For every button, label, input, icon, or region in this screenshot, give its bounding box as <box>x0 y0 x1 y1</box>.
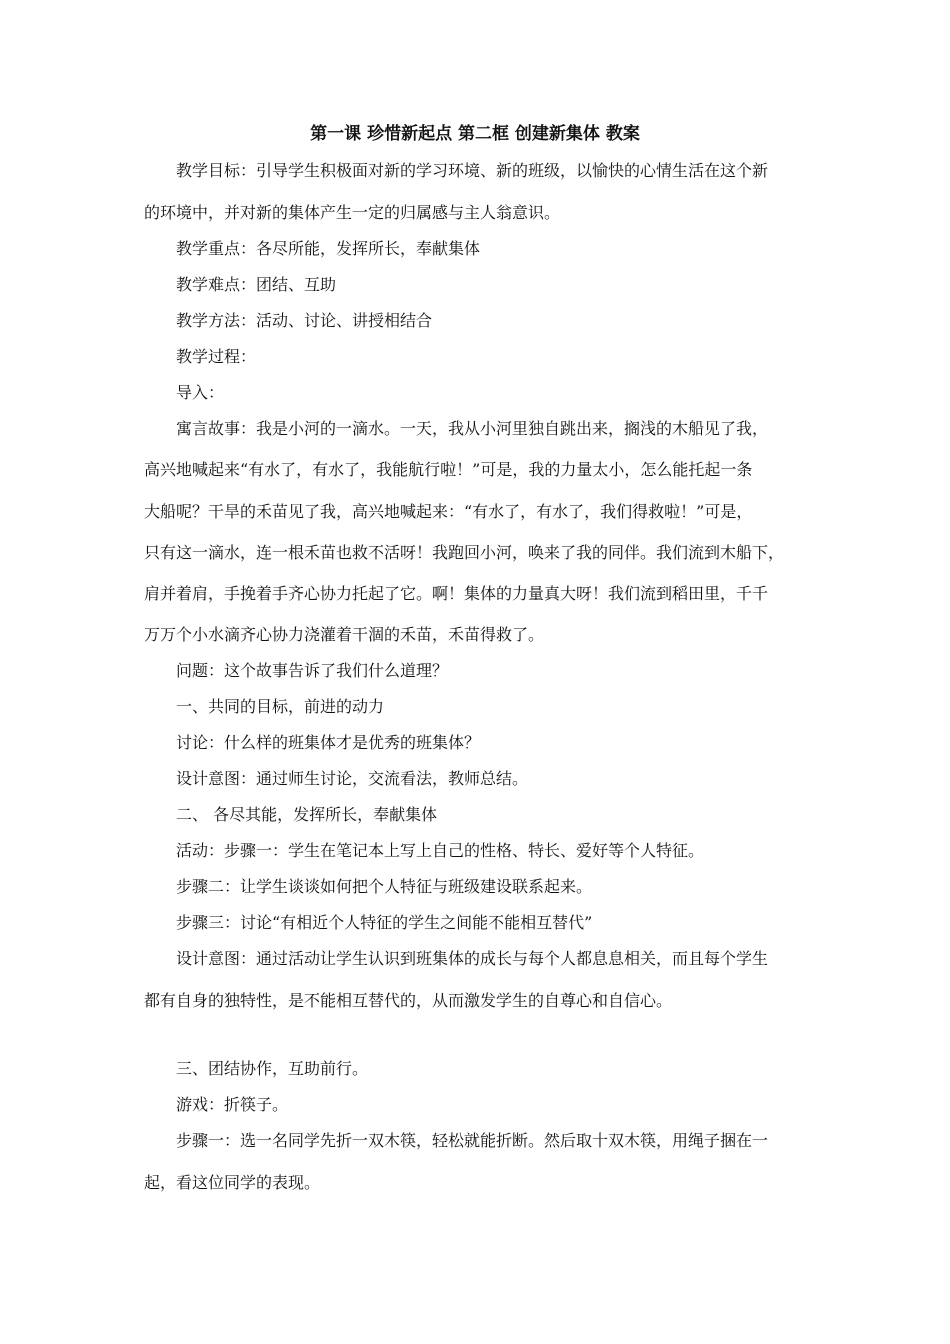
paragraph-line: 高兴地喊起来“有水了，有水了，我能航行啦！”可是，我的力量太小，怎么能托起一条 <box>144 460 753 479</box>
paragraph-line: 万万个小水滴齐心协力浇灌着干涸的禾苗，禾苗得救了。 <box>144 625 545 644</box>
paragraph-line: 导入： <box>176 383 225 402</box>
section-heading: 一、共同的目标，前进的动力 <box>176 697 385 716</box>
paragraph-line: 设计意图：通过师生讨论，交流看法，教师总结。 <box>176 769 529 788</box>
paragraph-line: 步骤三：讨论“有相近个人特征的学生之间能不能相互替代” <box>176 913 593 932</box>
section-heading: 二、 各尽其能，发挥所长，奉献集体 <box>176 805 438 824</box>
paragraph-line: 寓言故事：我是小河的一滴水。一天，我从小河里独自跳出来，搁浅的木船见了我， <box>176 419 769 438</box>
paragraph-line: 步骤二：让学生谈谈如何把个人特征与班级建设联系起来。 <box>176 877 593 896</box>
paragraph-line: 大船呢？干旱的禾苗见了我，高兴地喊起来：“有水了，有水了，我们得救啦！”可是， <box>144 502 753 521</box>
paragraph-line: 问题：这个故事告诉了我们什么道理？ <box>176 661 449 680</box>
paragraph-line: 设计意图：通过活动让学生认识到班集体的成长与每个人都息息相关，而且每个学生 <box>176 949 769 968</box>
paragraph-line: 游戏：折筷子。 <box>176 1095 289 1114</box>
paragraph-line: 肩并着肩，手挽着手齐心协力托起了它。啊！集体的力量真大呀！我们流到稻田里，千千 <box>144 584 769 603</box>
paragraph-line: 活动：步骤一：学生在笔记本上写上自己的性格、特长、爱好等个人特征。 <box>176 841 705 860</box>
document-title: 第一课 珍惜新起点 第二框 创建新集体 教案 <box>310 124 640 144</box>
paragraph-line: 教学过程： <box>176 347 257 366</box>
paragraph-line: 教学难点：团结、互助 <box>176 275 337 294</box>
paragraph-line: 教学目标：引导学生积极面对新的学习环境、新的班级，以愉快的心情生活在这个新 <box>176 161 769 180</box>
paragraph-line: 教学重点：各尽所能，发挥所长，奉献集体 <box>176 239 481 258</box>
paragraph-line: 教学方法：活动、讨论、讲授相结合 <box>176 311 433 330</box>
paragraph-line: 步骤一：选一名同学先折一双木筷，轻松就能折断。然后取十双木筷，用绳子捆在一 <box>176 1131 769 1150</box>
paragraph-line: 起，看这位同学的表现。 <box>144 1173 321 1192</box>
paragraph-line: 的环境中，并对新的集体产生一定的归属感与主人翁意识。 <box>144 203 561 222</box>
paragraph-line: 都有自身的独特性，是不能相互替代的，从而激发学生的自尊心和自信心。 <box>144 991 673 1010</box>
paragraph-line: 只有这一滴水，连一根禾苗也救不活呀！我跑回小河，唤来了我的同伴。我们流到木船下， <box>144 543 785 562</box>
paragraph-line: 讨论：什么样的班集体才是优秀的班集体？ <box>176 733 481 752</box>
section-heading: 三、团结协作，互助前行。 <box>176 1059 369 1078</box>
